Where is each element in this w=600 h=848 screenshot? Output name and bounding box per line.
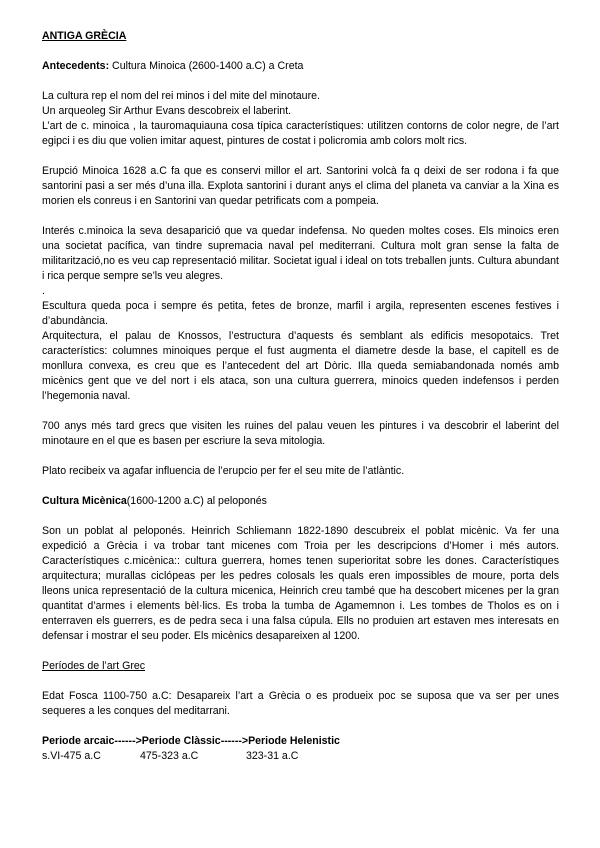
period-classical-label: Periode Clàssic------> bbox=[141, 735, 249, 747]
periods-header-row bbox=[42, 734, 559, 749]
periods-table bbox=[42, 734, 559, 764]
eruption-paragraph: Erupció Minoica 1628 a.C fa que es conservi millor el art. Santorini volcà fa q deixi de ser rodona i fa que santorini pasi a ser més d’una illa. Explota santorini i durant anys el clima del planeta va canviar a la Xina es morien els conreus i en Santorini van quedar petrificats com a pompeia. bbox=[42, 165, 559, 207]
mycenaean-label: Cultura Micènica bbox=[42, 495, 127, 507]
antecedents-text: Cultura Minoica (2600-1400 a.C) a Creta bbox=[109, 60, 304, 72]
periods-dates-row bbox=[42, 749, 559, 764]
architecture-paragraph: Arquitectura, el palau de Knossos, l’estructura d’aquests és semblant als edificis mesopotaics. Tret característics: columnes minoiques perque el fust augmenta el diametre desde la base, el capitell es de monllura convexa, es creu que es l’antecedent del art Dòric. Illa queda semiabandonada només amb micènics gent que ve del nort i els ataca, son una cultura guerrera, minoics queden indefensos i perden l’hegemonia naval. bbox=[42, 330, 559, 402]
ruins-paragraph: 700 anys més tard grecs que visiten les ruines del palau veuen les pintures i va descobrir el laberint del minotaure en el que es basen per escriure la seva mitologia. bbox=[42, 420, 559, 447]
period-archaic-label: Periode arcaic------> bbox=[42, 735, 142, 747]
sculpture-paragraph: Escultura queda poca i sempre és petita, fetes de bronze, marfil i argila, representen escenes festives i d’abundància. bbox=[42, 300, 559, 327]
periods-heading: Períodes de l’art Grec bbox=[42, 660, 146, 672]
antecedents-label: Antecedents: bbox=[42, 60, 110, 72]
dot-line: . bbox=[42, 285, 45, 297]
document-page bbox=[42, 29, 559, 764]
antecedents-line bbox=[42, 59, 559, 74]
period-hellenistic-dates: 323-31 a.C bbox=[246, 750, 299, 762]
period-classical-dates: 475-323 a.C bbox=[140, 750, 199, 762]
period-archaic-dates: s.VI-475 a.C bbox=[42, 750, 101, 762]
minoan-paragraph: L’art de c. minoica , la tauromaquiauna cosa típica característiques: utilitzen contorns de color negre, de l’art egipci i es diu que volien imitar aquest, pintures de costat i policromia amb colors molt rics. bbox=[42, 120, 559, 147]
document-title: ANTIGA GRÈCIA bbox=[42, 30, 127, 42]
minoan-paragraph: La cultura rep el nom del rei minos i del mite del minotaure. bbox=[42, 90, 320, 102]
minoan-paragraph: Un arqueoleg Sir Arthur Evans descobreix el laberint. bbox=[42, 105, 292, 117]
period-hellenistic-label: Periode Helenistic bbox=[248, 735, 340, 747]
mycenaean-paragraph: Son un poblat al peloponés. Heinrich Schliemann 1822-1890 descubreix el poblat micènic. Va fer una expedició a Grècia i va trobar tant micenes com Troia per les descripcions d’Homer i més autors. Característiques c.micènica:: cultura guerrera, homes tenen superioritat sobre les dones. Característiques arquitectura; murallas ciclópeas per les pedres colosals les quals eren impossibles de moure, porta dels lleons unica representació de la cultura micenica, Heinrich creu també que ha descobert micenes per la gran quantitat d’armes i elements bèl·lics. Es troba la tumba de Agamemnon i. Les tombes de Tholos es on i enterraven els guerrers, es de pedra seca i una falsa cúpula. Ells no produien art estaven mes interesats en defensar i mostrar el seu poder. Els micènics desapareixen al 1200. bbox=[42, 525, 559, 642]
interest-paragraph: Interés c.minoica la seva desaparició que va quedar indefensa. No queden moltes coses. Els minoics eren una societat pacífica, van tindre supremacia naval pel mediterrani. Cultura molt gran sense la falta de militarització,no es veu cap representació militar. Societat igual i ideal on tots treballen junts. Cultura abundant i rica perque sempre se'ls veu alegres. bbox=[42, 225, 559, 282]
plato-paragraph: Plato recibeix va agafar influencia de l’erupcio per fer el seu mite de l’atlàntic. bbox=[42, 465, 405, 477]
mycenaean-dates: (1600-1200 a.C) al peloponés bbox=[126, 495, 267, 507]
mycenaean-heading bbox=[42, 494, 559, 509]
dark-age-paragraph: Edat Fosca 1100-750 a.C: Desapareix l’art a Grècia o es produeix poc se suposa que va ser per unes sequeres a les conques del meditarrani. bbox=[42, 690, 559, 717]
